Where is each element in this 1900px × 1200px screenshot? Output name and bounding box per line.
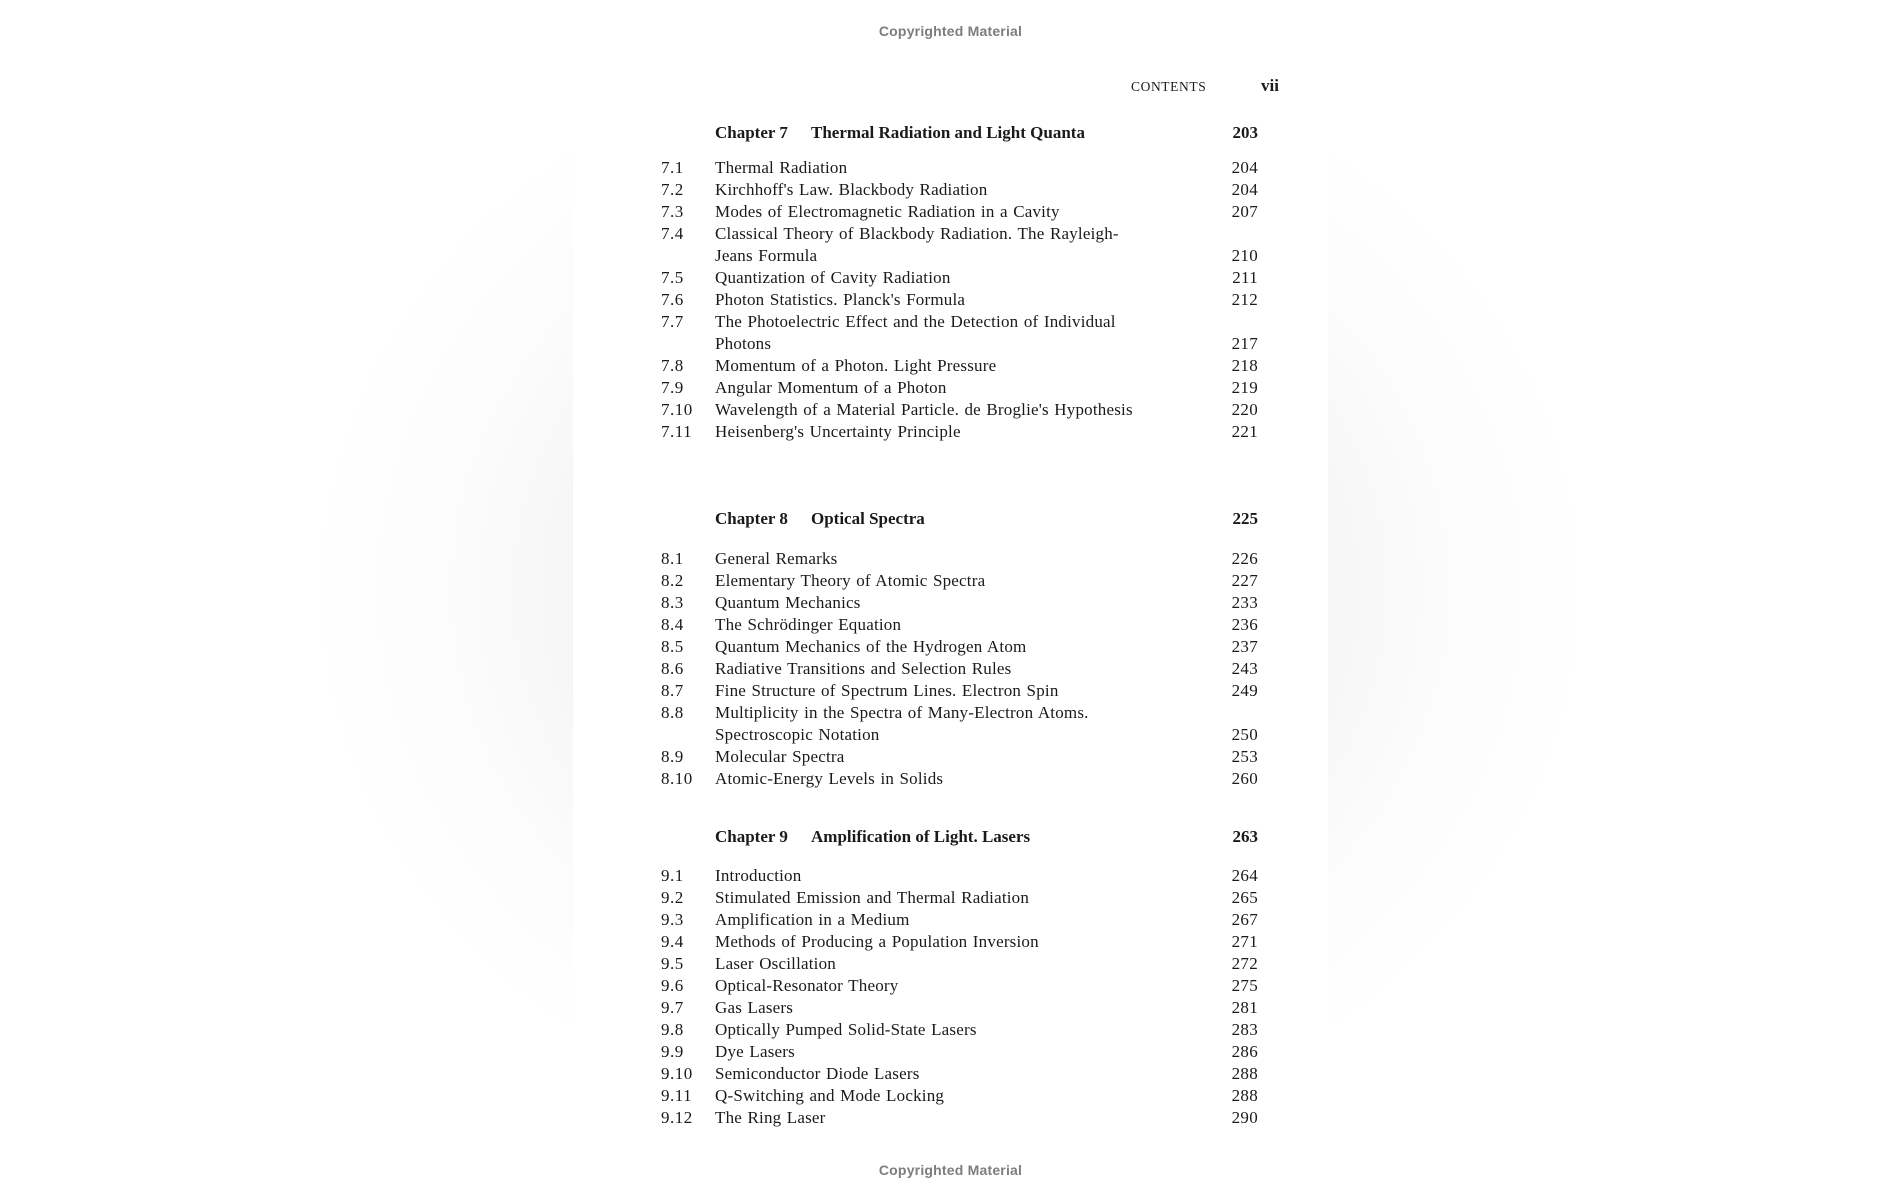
chapter-heading xyxy=(573,123,1328,145)
toc-entry xyxy=(573,355,1328,377)
toc-entry xyxy=(573,768,1328,790)
chapter-title: Thermal Radiation and Light Quanta xyxy=(811,123,1085,142)
section-page: 220 xyxy=(1231,400,1258,419)
section-page: 204 xyxy=(1231,158,1258,177)
running-head-title: CONTENTS xyxy=(1131,79,1207,94)
section-number: 7.3 xyxy=(661,202,684,221)
section-title: General Remarks xyxy=(715,549,838,568)
section-number: 8.3 xyxy=(661,593,684,612)
section-page: 236 xyxy=(1231,615,1258,634)
section-number: 8.7 xyxy=(661,681,684,700)
toc-entry xyxy=(573,311,1328,355)
section-page: 290 xyxy=(1231,1108,1258,1127)
section-page: 275 xyxy=(1231,976,1258,995)
toc-entry xyxy=(573,614,1328,636)
chapter-title: Amplification of Light. Lasers xyxy=(811,827,1031,846)
section-number: 9.11 xyxy=(661,1086,693,1105)
section-page: 219 xyxy=(1231,378,1258,397)
section-title: Optically Pumped Solid-State Lasers xyxy=(715,1020,977,1039)
section-number: 7.11 xyxy=(661,422,693,441)
section-title: Angular Momentum of a Photon xyxy=(715,378,947,397)
section-page: 250 xyxy=(1231,725,1258,744)
section-title: Amplification in a Medium xyxy=(715,910,910,929)
section-number: 7.2 xyxy=(661,180,684,199)
section-title: Modes of Electromagnetic Radiation in a Cavity xyxy=(715,202,1060,221)
chapter-9 xyxy=(573,827,1328,1129)
section-page: 286 xyxy=(1231,1042,1258,1061)
section-title: Momentum of a Photon. Light Pressure xyxy=(715,356,997,375)
section-number: 7.1 xyxy=(661,158,684,177)
section-title: Gas Lasers xyxy=(715,998,794,1017)
toc-entry xyxy=(573,746,1328,768)
section-page: 204 xyxy=(1231,180,1258,199)
section-list xyxy=(573,548,1328,790)
section-title: Quantization of Cavity Radiation xyxy=(715,268,951,287)
section-page: 243 xyxy=(1231,659,1258,678)
toc-entry xyxy=(573,865,1328,887)
section-title: Quantum Mechanics xyxy=(715,593,861,612)
section-title: Introduction xyxy=(715,866,802,885)
section-title: Molecular Spectra xyxy=(715,747,845,766)
toc-entry xyxy=(573,909,1328,931)
page-number: vii xyxy=(1261,76,1279,95)
section-page: 281 xyxy=(1231,998,1258,1017)
section-number: 9.8 xyxy=(661,1020,684,1039)
section-title: Quantum Mechanics of the Hydrogen Atom xyxy=(715,637,1027,656)
chapter-title: Optical Spectra xyxy=(811,509,925,528)
section-number: 9.12 xyxy=(661,1108,693,1127)
section-number: 7.7 xyxy=(661,312,684,331)
section-title: Heisenberg's Uncertainty Principle xyxy=(715,422,961,441)
section-number: 7.8 xyxy=(661,356,684,375)
section-number: 9.6 xyxy=(661,976,684,995)
section-number: 9.3 xyxy=(661,910,684,929)
section-number: 8.9 xyxy=(661,747,684,766)
section-page: 210 xyxy=(1231,246,1258,265)
section-page: 249 xyxy=(1231,681,1258,700)
toc-entry xyxy=(573,975,1328,997)
chapter-label: Chapter 9 xyxy=(715,827,788,846)
toc-entry xyxy=(573,377,1328,399)
section-number: 9.5 xyxy=(661,954,684,973)
toc-entry xyxy=(573,680,1328,702)
section-title: The Photoelectric Effect and the Detection of Individual Photons xyxy=(715,312,1116,353)
toc-entry xyxy=(573,636,1328,658)
toc-entry xyxy=(573,931,1328,953)
toc-entry xyxy=(573,289,1328,311)
section-page: 233 xyxy=(1231,593,1258,612)
section-title: Atomic-Energy Levels in Solids xyxy=(715,769,944,788)
section-title: Kirchhoff's Law. Blackbody Radiation xyxy=(715,180,988,199)
section-page: 288 xyxy=(1231,1064,1258,1083)
toc-entry xyxy=(573,1107,1328,1129)
section-title: Classical Theory of Blackbody Radiation. The Rayleigh-Jeans Formula xyxy=(715,224,1119,265)
watermark-bottom: Copyrighted Material xyxy=(878,1162,1023,1178)
chapter-8 xyxy=(573,509,1328,790)
section-title: Methods of Producing a Population Inversion xyxy=(715,932,1039,951)
section-page: 265 xyxy=(1231,888,1258,907)
watermark-top: Copyrighted Material xyxy=(878,23,1023,39)
section-page: 217 xyxy=(1231,334,1258,353)
section-title: Semiconductor Diode Lasers xyxy=(715,1064,920,1083)
section-page: 207 xyxy=(1231,202,1258,221)
toc-entry xyxy=(573,702,1328,746)
toc-entry xyxy=(573,421,1328,443)
toc-entry xyxy=(573,399,1328,421)
toc-entry xyxy=(573,548,1328,570)
section-number: 7.9 xyxy=(661,378,684,397)
section-page: 288 xyxy=(1231,1086,1258,1105)
section-title: Dye Lasers xyxy=(715,1042,795,1061)
section-page: 211 xyxy=(1232,268,1258,287)
section-page: 218 xyxy=(1231,356,1258,375)
section-number: 8.1 xyxy=(661,549,684,568)
section-number: 9.10 xyxy=(661,1064,693,1083)
toc-entry xyxy=(573,570,1328,592)
toc-entry xyxy=(573,592,1328,614)
toc-entry xyxy=(573,157,1328,179)
section-page: 272 xyxy=(1231,954,1258,973)
chapter-page: 263 xyxy=(1232,827,1258,846)
toc-entry xyxy=(573,1063,1328,1085)
section-title: Stimulated Emission and Thermal Radiation xyxy=(715,888,1030,907)
section-number: 8.6 xyxy=(661,659,684,678)
section-title: Thermal Radiation xyxy=(715,158,848,177)
toc-entry xyxy=(573,179,1328,201)
section-title: Laser Oscillation xyxy=(715,954,837,973)
chapter-page: 203 xyxy=(1232,123,1258,142)
section-title: The Schrödinger Equation xyxy=(715,615,902,634)
chapter-page: 225 xyxy=(1232,509,1258,528)
section-number: 9.7 xyxy=(661,998,684,1017)
section-list xyxy=(573,865,1328,1129)
section-number: 7.4 xyxy=(661,224,684,243)
chapter-heading xyxy=(573,827,1328,849)
section-title: Optical-Resonator Theory xyxy=(715,976,899,995)
section-page: 226 xyxy=(1231,549,1258,568)
section-title: Radiative Transitions and Selection Rules xyxy=(715,659,1012,678)
toc-entry xyxy=(573,658,1328,680)
toc-entry xyxy=(573,201,1328,223)
toc-entry xyxy=(573,997,1328,1019)
chapter-label: Chapter 8 xyxy=(715,509,788,528)
section-number: 8.5 xyxy=(661,637,684,656)
section-page: 267 xyxy=(1231,910,1258,929)
section-title: Q-Switching and Mode Locking xyxy=(715,1086,945,1105)
toc-entry xyxy=(573,953,1328,975)
section-number: 8.10 xyxy=(661,769,693,788)
section-number: 9.9 xyxy=(661,1042,684,1061)
section-number: 7.10 xyxy=(661,400,693,419)
running-head xyxy=(573,76,1328,98)
toc-entry xyxy=(573,267,1328,289)
section-page: 260 xyxy=(1231,769,1258,788)
toc-entry xyxy=(573,1085,1328,1107)
section-page: 283 xyxy=(1231,1020,1258,1039)
section-number: 7.5 xyxy=(661,268,684,287)
toc-entry xyxy=(573,1019,1328,1041)
section-page: 212 xyxy=(1231,290,1258,309)
chapter-7 xyxy=(573,123,1328,443)
section-title: Wavelength of a Material Particle. de Broglie's Hypothesis xyxy=(715,400,1133,419)
section-number: 9.1 xyxy=(661,866,684,885)
section-number: 8.2 xyxy=(661,571,684,590)
section-title: Elementary Theory of Atomic Spectra xyxy=(715,571,986,590)
chapter-heading xyxy=(573,509,1328,531)
section-page: 264 xyxy=(1231,866,1258,885)
section-number: 7.6 xyxy=(661,290,684,309)
chapter-label: Chapter 7 xyxy=(715,123,788,142)
section-list xyxy=(573,157,1328,443)
toc-entry xyxy=(573,887,1328,909)
section-number: 9.4 xyxy=(661,932,684,951)
book-page xyxy=(573,0,1328,1200)
toc-entry xyxy=(573,223,1328,267)
section-number: 8.8 xyxy=(661,703,684,722)
section-title: Photon Statistics. Planck's Formula xyxy=(715,290,966,309)
section-title: Fine Structure of Spectrum Lines. Electron Spin xyxy=(715,681,1059,700)
section-number: 8.4 xyxy=(661,615,684,634)
section-page: 253 xyxy=(1231,747,1258,766)
section-number: 9.2 xyxy=(661,888,684,907)
section-page: 227 xyxy=(1231,571,1258,590)
toc-entry xyxy=(573,1041,1328,1063)
section-page: 271 xyxy=(1231,932,1258,951)
section-page: 237 xyxy=(1231,637,1258,656)
section-title: The Ring Laser xyxy=(715,1108,826,1127)
section-title: Multiplicity in the Spectra of Many-Electron Atoms. Spectroscopic Notation xyxy=(715,703,1089,744)
section-page: 221 xyxy=(1231,422,1258,441)
